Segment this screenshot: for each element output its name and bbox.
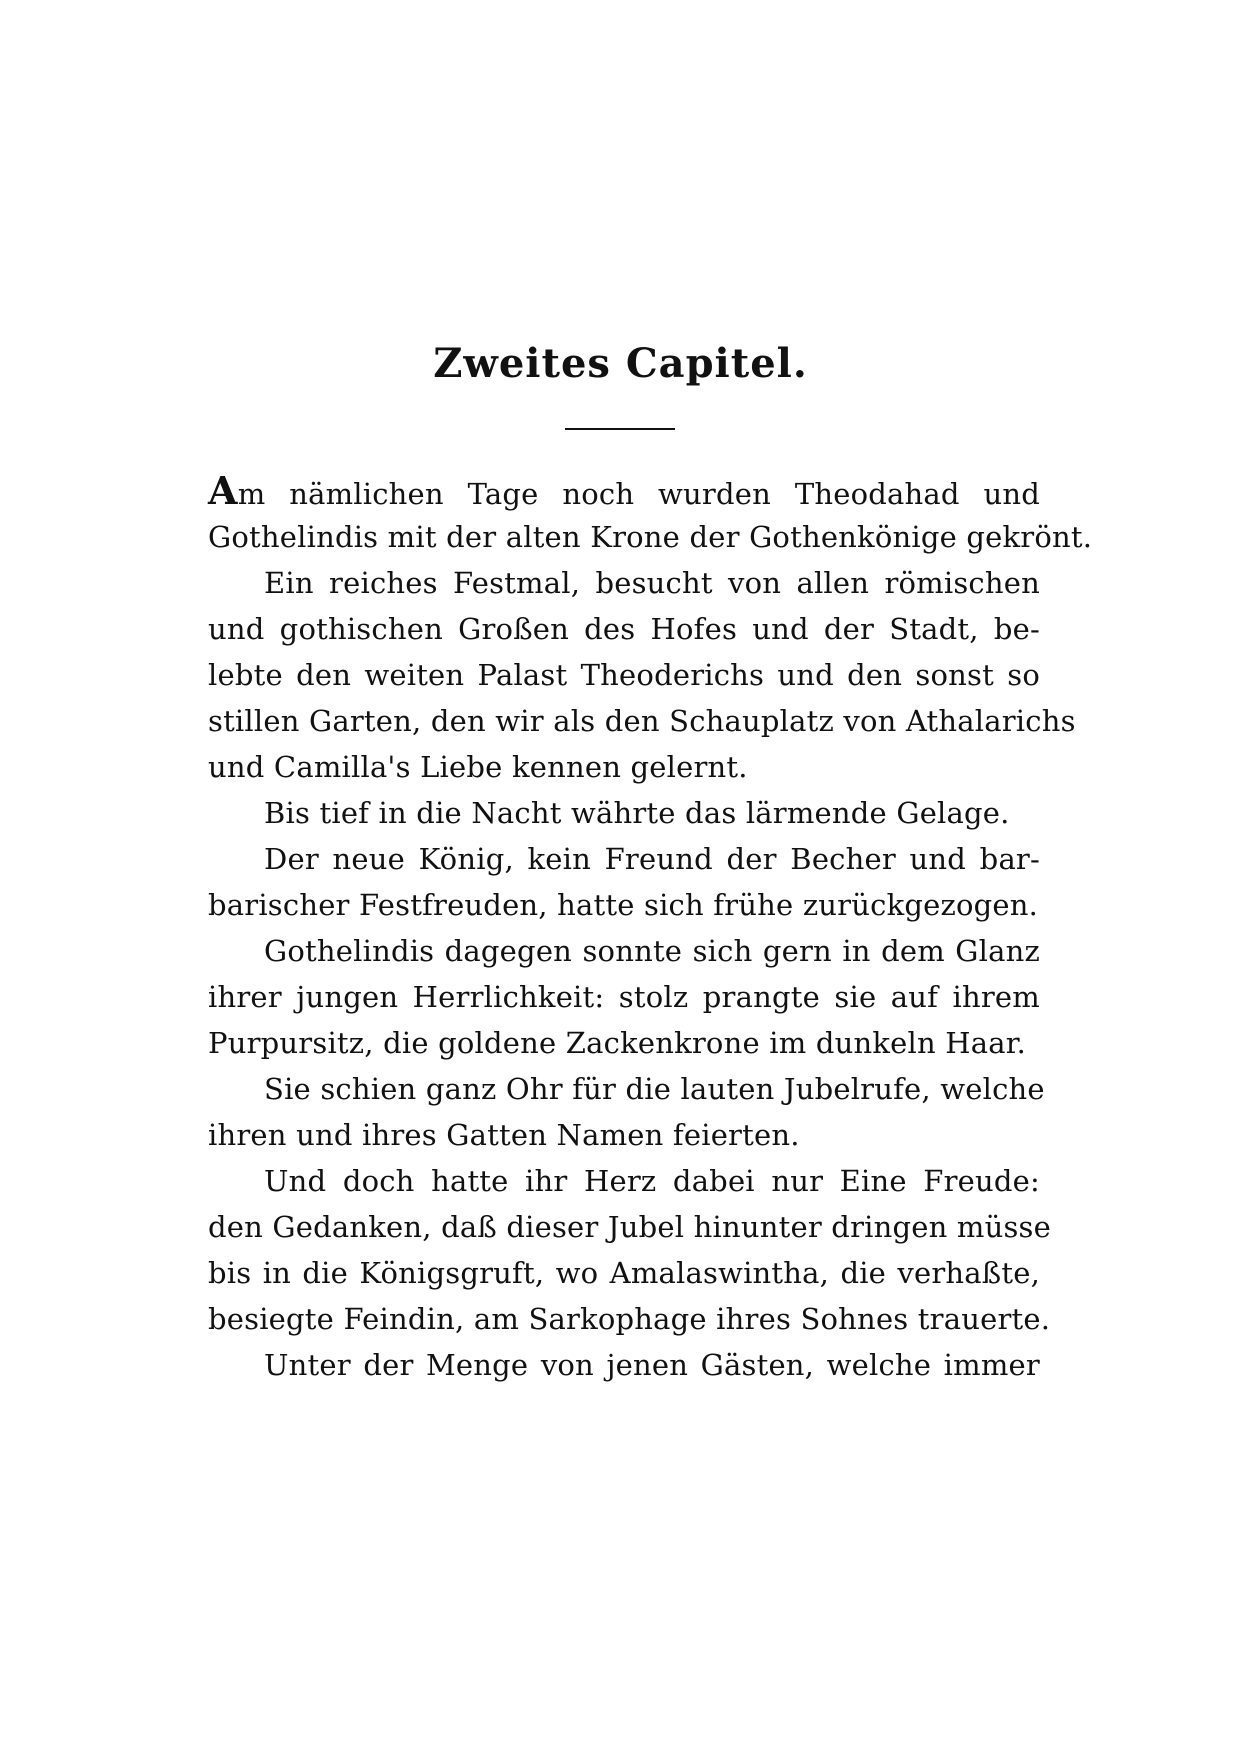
text-line: Der neue König, kein Freund der Becher und bar-	[264, 842, 1040, 876]
text-line: ihren und ihres Gatten Namen feierten.	[208, 1118, 800, 1152]
text-line: besiegte Feindin, am Sarkophage ihres Sohnes trauerte.	[208, 1302, 1051, 1336]
text-line: Gothelindis dagegen sonnte sich gern in dem Glanz	[264, 934, 1040, 968]
text-line: Bis tief in die Nacht währte das lärmende Gelage.	[264, 796, 1010, 830]
initial-letter: A	[208, 468, 238, 513]
text-line: Und doch hatte ihr Herz dabei nur Eine Freude:	[264, 1164, 1040, 1198]
text-line: den Gedanken, daß dieser Jubel hinunter dringen müsse	[208, 1210, 1052, 1244]
text-line: Sie schien ganz Ohr für die lauten Jubelrufe, welche	[264, 1072, 1045, 1106]
text-line: stillen Garten, den wir als den Schauplatz von Athalarichs	[208, 704, 1076, 738]
text-line: Purpursitz, die goldene Zackenkrone im dunkeln Haar.	[208, 1026, 1027, 1060]
text-line: Gothelindis mit der alten Krone der Gothenkönige gekrönt.	[208, 520, 1093, 554]
text-line: und gothischen Großen des Hofes und der Stadt, be-	[208, 612, 1040, 646]
body-text	[208, 468, 1093, 1388]
title-divider	[565, 428, 675, 430]
text-line: bis in die Königsgruft, wo Amalaswintha, die verhaßte,	[208, 1256, 1040, 1290]
text-line: und Camilla's Liebe kennen gelernt.	[208, 750, 748, 784]
text-line: barischer Festfreuden, hatte sich frühe zurückgezogen.	[208, 888, 1039, 922]
text-line: Unter der Menge von jenen Gästen, welche immer	[264, 1348, 1040, 1382]
text-line: ihrer jungen Herrlichkeit: stolz prangte sie auf ihrem	[208, 980, 1040, 1014]
chapter-title: Zweites Capitel.	[433, 340, 808, 387]
text-line: Ein reiches Festmal, besucht von allen römischen	[264, 566, 1040, 600]
text-line: lebte den weiten Palast Theoderichs und den sonst so	[208, 658, 1040, 692]
text-line: Am nämlichen Tage noch wurden Theodahad und	[208, 468, 1040, 513]
